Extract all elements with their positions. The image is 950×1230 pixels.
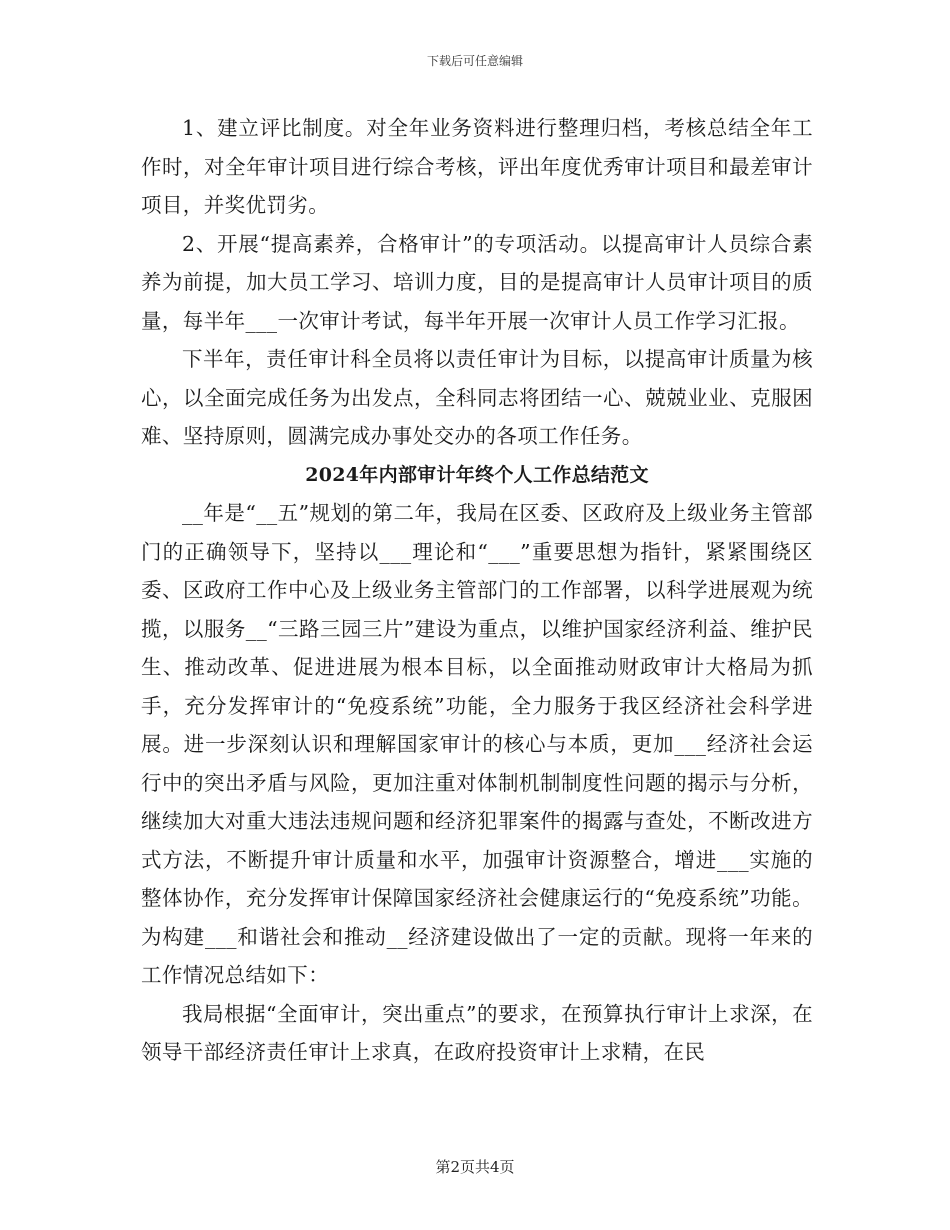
- document-title: 2024年内部审计年终个人工作总结范文: [305, 463, 649, 486]
- paragraph-special-activity: 2、开展“提高素养，合格审计”的专项活动。以提高审计人员综合素养为前提，加大员工学习、培训力度，目的是提高审计人员审计项目的质量，每半年___一次审计考试，每半年开展一次审计人员工作学习汇报。: [141, 231, 813, 333]
- page-number-footer: 第2页共4页: [435, 1158, 515, 1176]
- header-note: 下载后可任意编辑: [426, 54, 523, 68]
- paragraph-second-half-year: 下半年，责任审计科全员将以责任审计为目标，以提高审计质量为核心，以全面完成任务为出发点，全科同志将团结一心、兢兢业业、克服困难、坚持原则，圆满完成办事处交办的各项工作任务。: [141, 347, 813, 448]
- paragraph-year-summary: __年是“__五”规划的第二年，我局在区委、区政府及上级业务主管部门的正确领导下，坚持以___理论和“___”重要思想为指针，紧紧围绕区委、区政府工作中心及上级业务主管部门的工作部署，以科学进展观为统揽，以服务__“三路三园三片”建设为重点，以维护国家经济利益、维护民生、推动改革、促进进展为根本目标，以全面推动财政审计大格局为抓手，充分发挥审计的“免疫系统”功能，全力服务于我区经济社会科学进展。进一步深刻认识和理解国家审计的核心与本质，更加___经济社会运行中的突出矛盾与风险，更加注重对体制机制制度性问题的揭示与分析，继续加大对重大违法违规问题和经济犯罪案件的揭露与查处，不断改进方式方法，不断提升审计质量和水平，加强审计资源整合，增进___实施的整体协作，充分发挥审计保障国家经济社会健康运行的“免疫系统”功能。为构建___和谐社会和推动__经济建设做出了一定的贡献。现将一年来的工作情况总结如下：: [141, 501, 813, 987]
- paragraph-audit-requirements: 我局根据“全面审计，突出重点”的要求，在预算执行审计上求深，在领导干部经济责任审计上求真，在政府投资审计上求精，在民: [141, 1001, 813, 1064]
- document-body: [141, 109, 813, 1072]
- paragraph-evaluation-system: 1、建立评比制度。对全年业务资料进行整理归档，考核总结全年工作时，对全年审计项目进行综合考核，评出年度优秀审计项目和最差审计项目，并奖优罚劣。: [141, 116, 813, 217]
